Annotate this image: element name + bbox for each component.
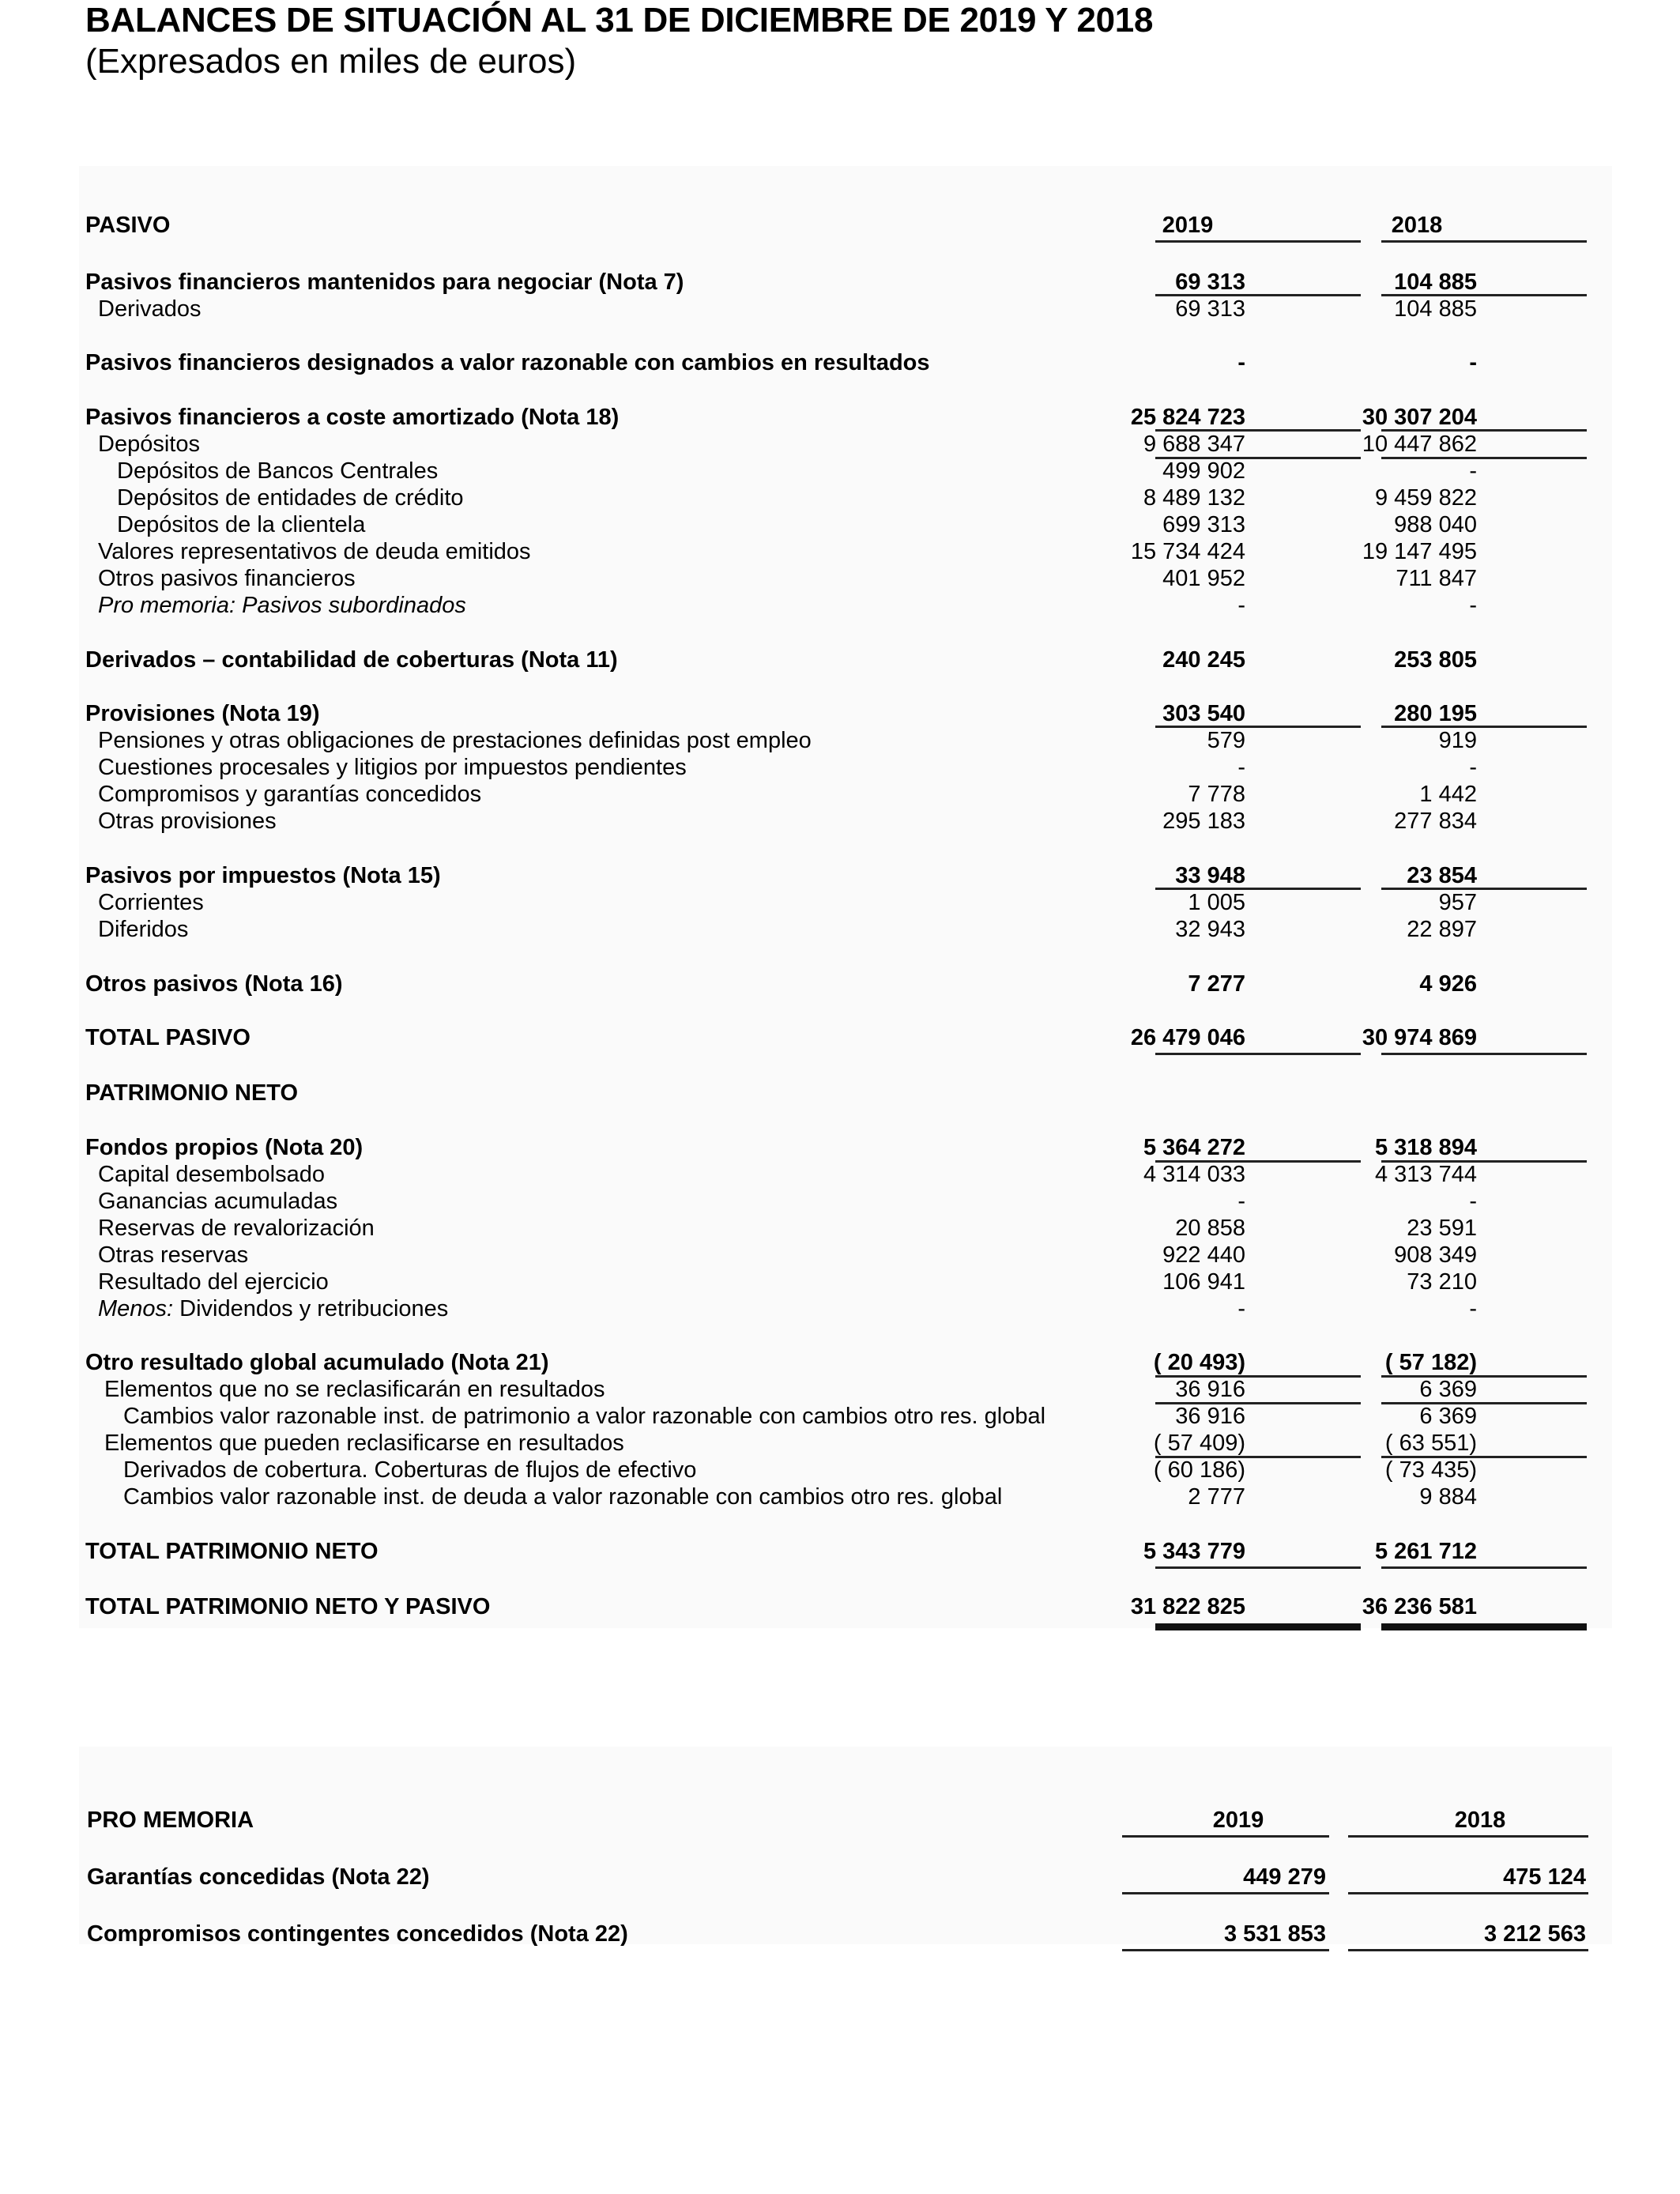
value-2019: - — [1237, 593, 1245, 618]
row-label-text: Dividendos y retribuciones — [173, 1296, 449, 1321]
rule — [1155, 1456, 1361, 1458]
table-row — [85, 1376, 1587, 1403]
value-2018: - — [1469, 593, 1477, 618]
value-2019: 32 943 — [1175, 917, 1245, 942]
table-row — [85, 1593, 1587, 1620]
double-rule — [1155, 1623, 1361, 1630]
table-row — [85, 404, 1587, 431]
value-2018: 6 369 — [1419, 1377, 1477, 1402]
table-row — [85, 647, 1587, 673]
value-2018: 957 — [1438, 890, 1477, 915]
rule — [1155, 1375, 1361, 1378]
col-2019-header: 2019 — [1212, 1808, 1264, 1833]
value-2019: 922 440 — [1162, 1242, 1245, 1268]
rule — [1155, 429, 1361, 432]
table-row — [85, 1430, 1587, 1457]
value-2019: 5 343 779 — [1143, 1539, 1245, 1564]
rule — [1155, 1053, 1361, 1055]
rule — [1348, 1892, 1588, 1894]
value-2018: 280 195 — [1394, 701, 1477, 726]
row-label: Otras provisiones — [98, 809, 277, 834]
row-label: Diferidos — [98, 917, 189, 942]
table-row — [85, 511, 1587, 538]
rule — [1381, 1375, 1587, 1378]
value-2018: 19 147 495 — [1362, 539, 1477, 564]
value-2018: 104 885 — [1394, 270, 1477, 295]
patrimonio-heading: PATRIMONIO NETO — [85, 1080, 299, 1106]
value-2018: 30 974 869 — [1362, 1025, 1477, 1050]
row-label: Pensiones y otras obligaciones de prestaciones definidas post empleo — [98, 728, 812, 753]
value-2019: 699 313 — [1162, 512, 1245, 537]
row-label: Resultado del ejercicio — [98, 1269, 329, 1295]
rule — [1155, 240, 1361, 243]
rule — [1155, 726, 1361, 728]
row-label: Pasivos financieros designados a valor razonable con cambios en resultados — [85, 350, 930, 375]
value-2019: ( 20 493) — [1153, 1350, 1245, 1375]
value-2018: - — [1469, 1189, 1477, 1214]
rule — [1122, 1949, 1329, 1951]
col-2018-header: 2018 — [1391, 213, 1443, 238]
value-2019: 106 941 — [1162, 1269, 1245, 1295]
value-2018: 10 447 862 — [1362, 432, 1477, 457]
row-label: Fondos propios (Nota 20) — [85, 1135, 363, 1160]
table-row — [85, 1269, 1587, 1295]
row-label: Derivados de cobertura. Coberturas de flujos de efectivo — [123, 1457, 697, 1483]
row-label: Pasivos financieros a coste amortizado (Nota 18) — [85, 405, 620, 430]
value-2018: 1 442 — [1419, 782, 1477, 807]
row-label: Derivados – contabilidad de coberturas (Nota 11) — [85, 647, 618, 673]
rule — [1155, 1402, 1361, 1404]
row-label: Cambios valor razonable inst. de deuda a valor razonable con cambios otro res. global — [123, 1484, 1003, 1510]
row-label: Depósitos — [98, 432, 200, 457]
value-2018: 908 349 — [1394, 1242, 1477, 1268]
row-label: Depósitos de entidades de crédito — [117, 485, 464, 511]
value-2018: 5 261 712 — [1374, 1539, 1477, 1564]
page-title: BALANCES DE SITUACIÓN AL 31 DE DICIEMBRE DE 2019 Y 2018 — [85, 1, 1154, 40]
double-rule — [1381, 1623, 1587, 1630]
value-2019: 449 279 — [1243, 1864, 1326, 1890]
table-row — [85, 889, 1587, 916]
table-row — [85, 1188, 1587, 1215]
value-2019: 33 948 — [1175, 863, 1245, 888]
value-2019: 36 916 — [1175, 1377, 1245, 1402]
page-subtitle: (Expresados en miles de euros) — [85, 42, 577, 81]
value-2019: 5 364 272 — [1143, 1135, 1245, 1160]
row-label — [98, 1295, 448, 1322]
rule — [1348, 1835, 1588, 1838]
value-2018: 4 926 — [1419, 971, 1477, 997]
value-2019: 499 902 — [1162, 458, 1245, 484]
value-2018: ( 63 551) — [1384, 1431, 1477, 1456]
rule — [1122, 1835, 1329, 1838]
row-label: TOTAL PATRIMONIO NETO Y PASIVO — [85, 1594, 491, 1619]
value-2018: ( 73 435) — [1384, 1457, 1477, 1483]
pro-memoria-heading: PRO MEMORIA — [87, 1808, 254, 1833]
value-2019: 25 824 723 — [1130, 405, 1245, 430]
table-row — [85, 592, 1587, 619]
value-2019: 69 313 — [1175, 296, 1245, 322]
value-2019: 579 — [1207, 728, 1245, 753]
value-2019: - — [1237, 755, 1245, 780]
value-2018: 23 854 — [1407, 863, 1477, 888]
value-2018: 36 236 581 — [1362, 1594, 1477, 1619]
row-label: Pasivos por impuestos (Nota 15) — [85, 863, 441, 888]
row-label: Garantías concedidas (Nota 22) — [87, 1864, 430, 1890]
row-label: Elementos que pueden reclasificarse en resultados — [104, 1431, 624, 1456]
value-2018: 475 124 — [1503, 1864, 1586, 1890]
value-2019: - — [1237, 350, 1245, 375]
table-row — [85, 862, 1587, 889]
value-2019: 69 313 — [1175, 270, 1245, 295]
value-2018: 3 212 563 — [1483, 1921, 1586, 1947]
col-2018-header: 2018 — [1454, 1808, 1506, 1833]
value-2018: 104 885 — [1394, 296, 1477, 322]
row-label: Otro resultado global acumulado (Nota 21) — [85, 1350, 549, 1375]
rule — [1155, 1566, 1361, 1569]
value-2019: 303 540 — [1162, 701, 1245, 726]
col-2019-header: 2019 — [1162, 213, 1214, 238]
table-row — [85, 538, 1587, 565]
value-2019: 8 489 132 — [1143, 485, 1245, 511]
value-2019: 20 858 — [1175, 1216, 1245, 1241]
rule — [1348, 1949, 1588, 1951]
value-2018: 23 591 — [1407, 1216, 1477, 1241]
value-2018: 5 318 894 — [1374, 1135, 1477, 1160]
table-row — [87, 1864, 1588, 1891]
table-row — [85, 916, 1587, 943]
rule — [1381, 294, 1587, 296]
patrimonio-header-row — [85, 1080, 1587, 1106]
rule — [1381, 1402, 1587, 1404]
value-2019: 26 479 046 — [1130, 1025, 1245, 1050]
value-2019: 9 688 347 — [1143, 432, 1245, 457]
table-row — [85, 1242, 1587, 1269]
table-row — [85, 1457, 1587, 1483]
row-label: Valores representativos de deuda emitidos — [98, 539, 531, 564]
value-2018: 988 040 — [1394, 512, 1477, 537]
row-label: Compromisos contingentes concedidos (Nota 22) — [87, 1921, 628, 1947]
value-2018: 30 307 204 — [1362, 405, 1477, 430]
rule — [1122, 1892, 1329, 1894]
row-label: Capital desembolsado — [98, 1162, 325, 1187]
table-row — [85, 1024, 1587, 1051]
table-row — [85, 1538, 1587, 1565]
value-2019: 1 005 — [1188, 890, 1245, 915]
value-2018: - — [1469, 1296, 1477, 1321]
value-2018: 6 369 — [1419, 1404, 1477, 1429]
table-row — [85, 1161, 1587, 1188]
rule — [1381, 429, 1587, 432]
value-2018: 711 847 — [1396, 566, 1477, 591]
table-row — [85, 296, 1587, 322]
rule — [1155, 1160, 1361, 1163]
value-2018: 4 313 744 — [1374, 1162, 1477, 1187]
row-label-emphasis: Menos: — [98, 1296, 174, 1321]
row-label: Depósitos de la clientela — [117, 512, 366, 537]
table-row — [85, 754, 1587, 781]
table-row — [85, 1483, 1587, 1510]
row-label: Ganancias acumuladas — [98, 1189, 338, 1214]
table-row — [85, 781, 1587, 808]
row-label: Derivados — [98, 296, 202, 322]
value-2019: 295 183 — [1162, 809, 1245, 834]
value-2018: 22 897 — [1407, 917, 1477, 942]
rule — [1381, 888, 1587, 890]
value-2019: 2 777 — [1188, 1484, 1245, 1510]
value-2018: - — [1469, 755, 1477, 780]
table-row — [85, 1295, 1587, 1322]
value-2018: 253 805 — [1394, 647, 1477, 673]
row-label: Reservas de revalorización — [98, 1216, 375, 1241]
row-label: Compromisos y garantías concedidos — [98, 782, 482, 807]
table-row — [85, 971, 1587, 997]
table-row — [85, 484, 1587, 511]
rule — [1381, 240, 1587, 243]
value-2019: - — [1237, 1296, 1245, 1321]
value-2019: 15 734 424 — [1130, 539, 1245, 564]
table-row — [85, 349, 1587, 376]
row-label: Pasivos financieros mantenidos para negociar (Nota 7) — [85, 270, 684, 295]
rule — [1381, 1566, 1587, 1569]
row-label: Otros pasivos financieros — [98, 566, 356, 591]
value-2019: 31 822 825 — [1130, 1594, 1245, 1619]
row-label: Otros pasivos (Nota 16) — [85, 971, 343, 997]
value-2019: 36 916 — [1175, 1404, 1245, 1429]
row-label: Pro memoria: Pasivos subordinados — [98, 593, 466, 618]
pro-memoria-panel — [79, 1747, 1612, 1944]
row-label: Otras reservas — [98, 1242, 249, 1268]
value-2018: - — [1469, 350, 1477, 375]
value-2019: ( 57 409) — [1153, 1431, 1245, 1456]
row-label: TOTAL PATRIMONIO NETO — [85, 1539, 379, 1564]
table-row — [85, 700, 1587, 727]
row-label: Corrientes — [98, 890, 204, 915]
row-label: Provisiones (Nota 19) — [85, 701, 320, 726]
value-2019: 7 778 — [1188, 782, 1245, 807]
value-2019: 3 531 853 — [1223, 1921, 1326, 1947]
table-row — [85, 269, 1587, 296]
value-2018: 9 459 822 — [1374, 485, 1477, 511]
value-2019: 4 314 033 — [1143, 1162, 1245, 1187]
value-2019: - — [1237, 1189, 1245, 1214]
table-row — [85, 727, 1587, 754]
rule — [1155, 888, 1361, 890]
row-label: Cuestiones procesales y litigios por impuestos pendientes — [98, 755, 687, 780]
value-2018: - — [1469, 458, 1477, 484]
table-row — [85, 565, 1587, 592]
value-2018: ( 57 182) — [1384, 1350, 1477, 1375]
rule — [1381, 726, 1587, 728]
value-2018: 73 210 — [1407, 1269, 1477, 1295]
rule — [1381, 457, 1587, 459]
pro-memoria-header-row — [87, 1807, 1588, 1834]
value-2019: ( 60 186) — [1153, 1457, 1245, 1483]
pasivo-heading: PASIVO — [85, 213, 171, 238]
pasivo-header-row — [85, 212, 1587, 239]
rule — [1381, 1053, 1587, 1055]
rule — [1381, 1160, 1587, 1163]
table-row — [85, 1403, 1587, 1430]
rule — [1381, 1456, 1587, 1458]
row-label: TOTAL PASIVO — [85, 1025, 250, 1050]
value-2019: 240 245 — [1162, 647, 1245, 673]
table-row — [85, 1134, 1587, 1161]
row-label: Cambios valor razonable inst. de patrimonio a valor razonable con cambios otro res. global — [123, 1404, 1046, 1429]
row-label: Elementos que no se reclasificarán en resultados — [104, 1377, 605, 1402]
row-label: Depósitos de Bancos Centrales — [117, 458, 439, 484]
value-2018: 919 — [1438, 728, 1477, 753]
value-2018: 277 834 — [1394, 809, 1477, 834]
table-row — [85, 1215, 1587, 1242]
value-2019: 401 952 — [1162, 566, 1245, 591]
table-row — [87, 1921, 1588, 1947]
value-2018: 9 884 — [1419, 1484, 1477, 1510]
rule — [1155, 294, 1361, 296]
value-2019: 7 277 — [1188, 971, 1245, 997]
table-row — [85, 431, 1587, 458]
rule — [1155, 457, 1361, 459]
table-row — [85, 458, 1587, 484]
table-row — [85, 808, 1587, 835]
table-row — [85, 1349, 1587, 1376]
